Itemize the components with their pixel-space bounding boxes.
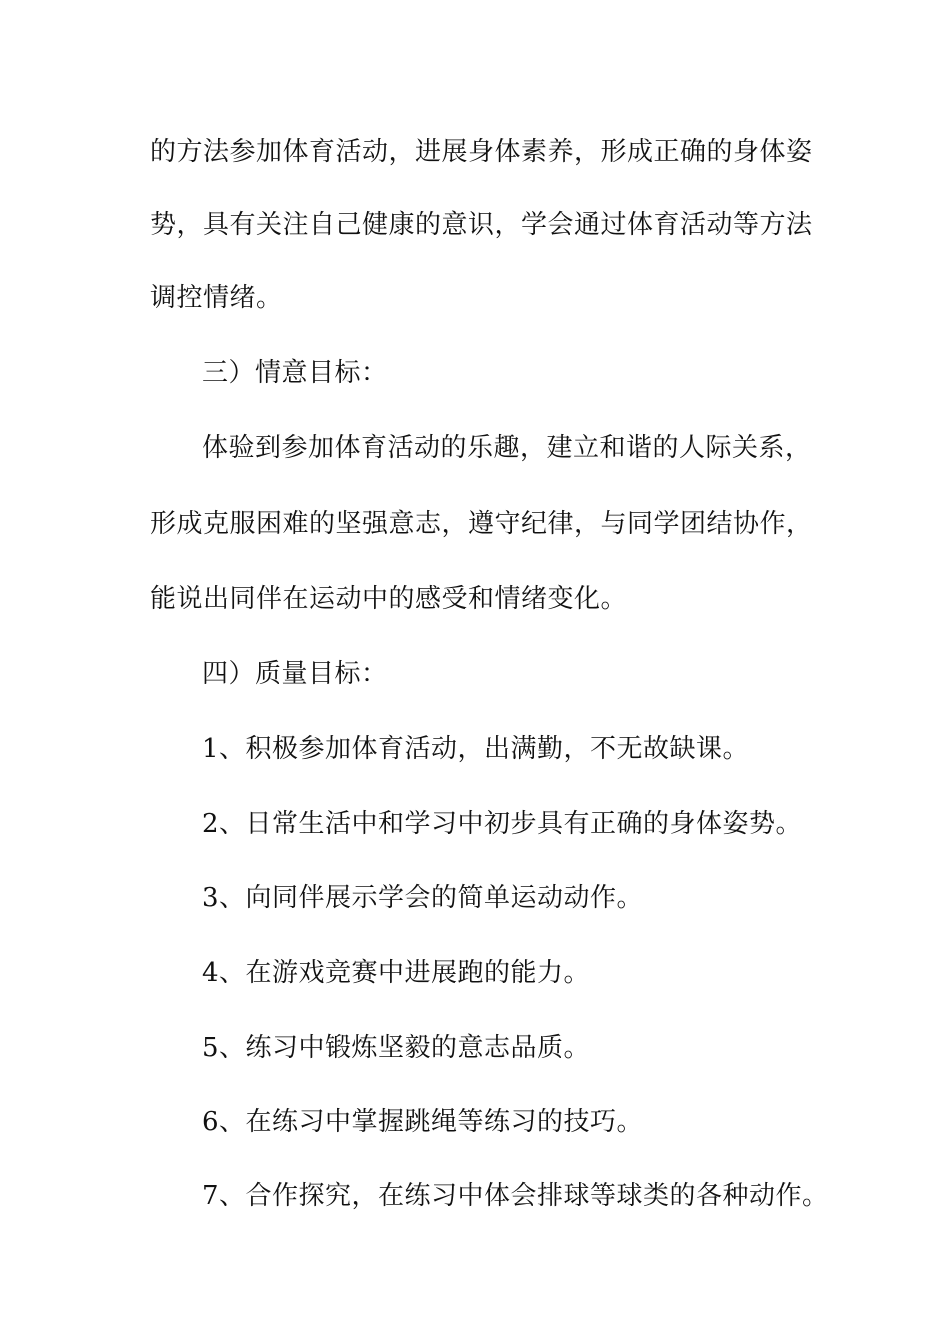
paragraph-line: 调控情绪。 bbox=[150, 283, 283, 313]
list-item: 7、合作探究，在练习中体会排球等球类的各种动作。 bbox=[202, 1181, 829, 1211]
list-item: 4、在游戏竞赛中进展跑的能力。 bbox=[202, 958, 591, 988]
section-heading-emotional-goals: 三）情意目标： bbox=[202, 358, 388, 388]
list-item: 1、积极参加体育活动，出满勤，不无故缺课。 bbox=[202, 734, 750, 764]
list-item: 5、练习中锻炼坚毅的意志品质。 bbox=[202, 1033, 591, 1063]
paragraph-line: 体验到参加体育活动的乐趣，建立和谐的人际关系， bbox=[202, 433, 812, 463]
list-item: 6、在练习中掌握跳绳等练习的技巧。 bbox=[202, 1107, 644, 1137]
paragraph-line: 势，具有关注自己健康的意识，学会通过体育活动等方法 bbox=[150, 210, 813, 240]
paragraph-line: 形成克服困难的坚强意志，遵守纪律，与同学团结协作， bbox=[150, 509, 813, 539]
paragraph-line: 能说出同伴在运动中的感受和情绪变化。 bbox=[150, 584, 628, 614]
paragraph-line: 的方法参加体育活动，进展身体素养，形成正确的身体姿 bbox=[150, 137, 813, 167]
list-item: 3、向同伴展示学会的简单运动动作。 bbox=[202, 883, 644, 913]
list-item: 2、日常生活中和学习中初步具有正确的身体姿势。 bbox=[202, 809, 803, 839]
section-heading-quality-goals: 四）质量目标： bbox=[202, 659, 388, 689]
